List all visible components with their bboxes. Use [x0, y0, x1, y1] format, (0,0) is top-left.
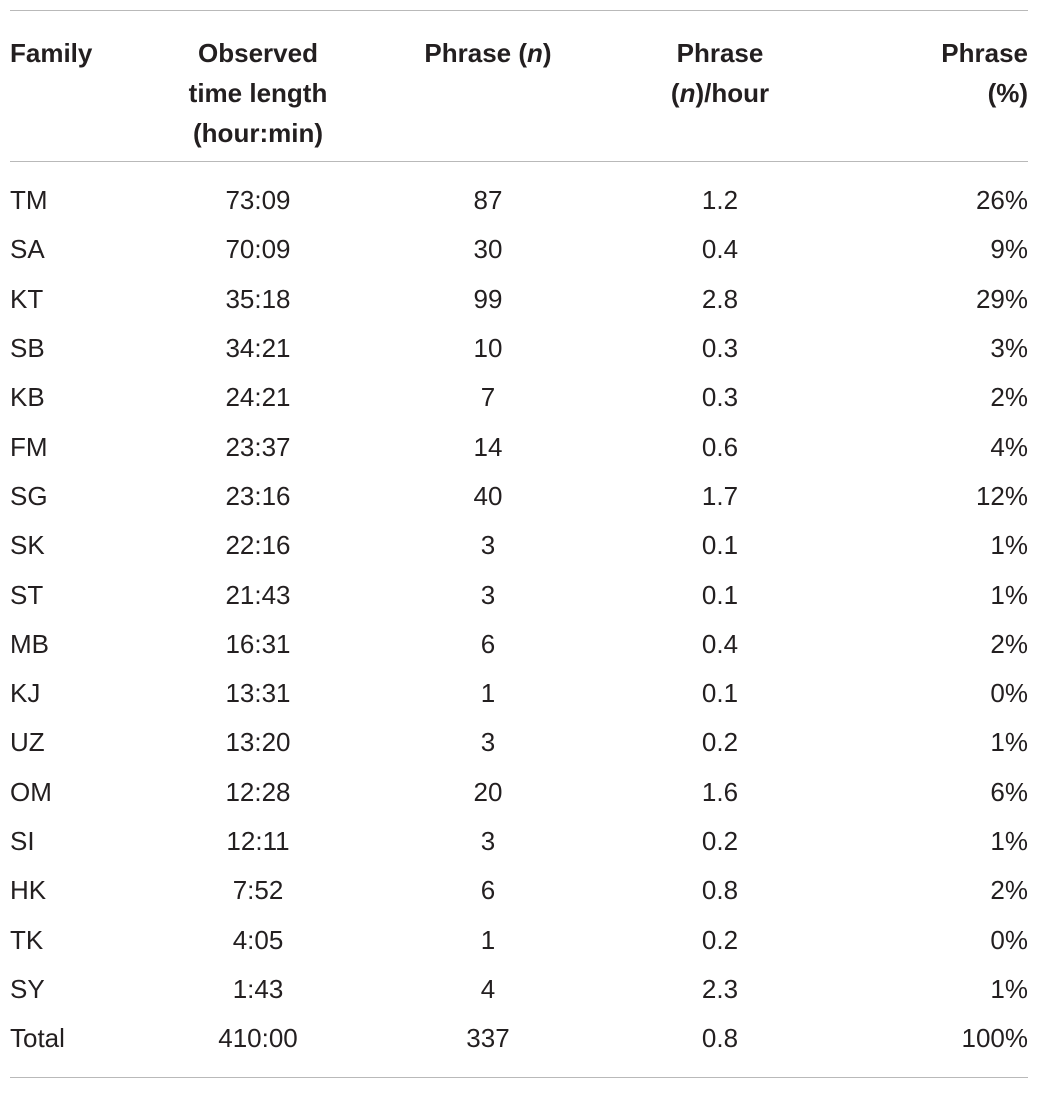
time-cell: 1:43 — [232, 973, 284, 1004]
phrase-rate-cell: 1.2 — [701, 185, 739, 216]
phrase-percent-cell: 29% — [975, 283, 1028, 314]
time-cell: 24:21 — [225, 382, 291, 413]
table-row — [10, 422, 1039, 471]
time-cell: 70:09 — [225, 234, 291, 265]
table-row — [10, 570, 1039, 619]
family-cell: SG — [10, 480, 48, 511]
phrase-percent-cell: 1% — [990, 579, 1028, 610]
phrase-rate-cell: 0.4 — [701, 234, 739, 265]
header-phrase-n: Phrase (n) — [424, 38, 552, 68]
phrase-rate-cell: 2.3 — [701, 973, 739, 1004]
phrase-count-cell: 4 — [480, 973, 496, 1004]
time-cell: 35:18 — [225, 283, 291, 314]
header-phrase-per-hour: Phrase (n)/hour — [670, 38, 770, 108]
phrase-rate-cell: 0.2 — [701, 826, 739, 856]
phrase-rate-cell: 0.1 — [701, 579, 739, 610]
phrase-count-cell: 10 — [473, 333, 503, 364]
family-cell: SB — [10, 333, 45, 364]
time-cell: 34:21 — [225, 333, 291, 364]
phrase-count-cell: 3 — [480, 826, 496, 856]
header-family: Family — [10, 38, 93, 68]
phrase-count-cell: 1 — [480, 924, 496, 955]
time-cell: 12:28 — [225, 776, 291, 807]
time-cell: 23:16 — [225, 480, 291, 511]
phrase-percent-cell: 9% — [990, 234, 1028, 265]
phrase-count-cell: 3 — [480, 727, 496, 758]
family-cell: SA — [10, 234, 45, 265]
data-table-container — [10, 10, 1028, 1078]
phrase-count-cell: 14 — [473, 431, 503, 462]
table-row — [10, 915, 1039, 964]
table-row — [10, 225, 1039, 274]
phrase-count-cell: 99 — [473, 283, 503, 314]
time-cell: 73:09 — [225, 185, 291, 216]
time-cell: 4:05 — [232, 924, 284, 955]
time-cell: 13:31 — [225, 678, 291, 709]
phrase-rate-cell: 2.8 — [701, 283, 739, 314]
phrase-rate-cell: 0.2 — [701, 727, 739, 758]
phrase-rate-cell: 0.8 — [701, 875, 739, 906]
phrase-rate-cell: 0.2 — [701, 924, 739, 955]
family-cell: UZ — [10, 727, 45, 758]
family-cell: MB — [10, 628, 49, 659]
family-cell: KJ — [10, 678, 41, 709]
phrase-rate-cell: 0.1 — [701, 678, 739, 709]
header-row — [10, 11, 1039, 161]
family-cell: FM — [10, 431, 48, 462]
family-cell: TK — [10, 924, 44, 955]
family-cell: OM — [10, 776, 52, 807]
time-cell: 13:20 — [225, 727, 291, 758]
time-cell: 21:43 — [225, 579, 291, 610]
phrase-percent-cell: 6% — [990, 776, 1028, 807]
family-cell: Total — [10, 1023, 65, 1054]
phrase-percent-cell: 100% — [961, 1023, 1028, 1054]
table-row — [10, 275, 1039, 324]
header-observed-time: Observed time length (hour:min) — [188, 38, 328, 148]
time-cell: 7:52 — [232, 875, 284, 906]
table-row — [10, 472, 1039, 521]
header-phrase-percent: Phrase (%) — [941, 38, 1028, 108]
table-row — [10, 373, 1039, 422]
table-row — [10, 176, 1039, 225]
table-row — [10, 965, 1039, 1014]
family-cell: KT — [10, 283, 44, 314]
phrase-rate-cell: 0.8 — [701, 1023, 739, 1054]
phrase-count-cell: 20 — [473, 776, 503, 807]
phrase-rate-cell: 0.3 — [701, 382, 739, 413]
time-cell: 23:37 — [225, 431, 291, 462]
table-row — [10, 718, 1039, 767]
family-cell: KB — [10, 382, 45, 413]
bottom-rule — [10, 1077, 1028, 1078]
table-row — [10, 521, 1039, 570]
family-phrase-table — [10, 11, 1039, 161]
table-row — [10, 817, 1039, 866]
phrase-count-cell: 7 — [480, 382, 496, 413]
phrase-percent-cell: 1% — [990, 530, 1028, 561]
table-body — [10, 176, 1039, 1063]
phrase-percent-cell: 4% — [990, 431, 1028, 462]
time-cell: 22:16 — [225, 530, 291, 561]
phrase-percent-cell: 2% — [990, 875, 1028, 906]
table-header — [10, 11, 1039, 161]
family-cell: HK — [10, 875, 47, 906]
phrase-count-cell: 87 — [473, 185, 503, 216]
phrase-percent-cell: 3% — [990, 333, 1028, 364]
phrase-percent-cell: 2% — [990, 382, 1028, 413]
table-row — [10, 768, 1039, 817]
time-cell: 410:00 — [218, 1023, 298, 1054]
phrase-percent-cell: 1% — [990, 826, 1028, 856]
phrase-count-cell: 337 — [466, 1023, 510, 1054]
phrase-count-cell: 3 — [480, 530, 496, 561]
phrase-rate-cell: 0.1 — [701, 530, 739, 561]
family-phrase-table-body — [10, 176, 1039, 1063]
family-cell: SI — [10, 826, 35, 856]
time-cell: 12:11 — [226, 826, 290, 856]
table-row — [10, 324, 1039, 373]
phrase-percent-cell: 2% — [990, 628, 1028, 659]
family-cell: TM — [10, 185, 48, 216]
family-cell: SK — [10, 530, 45, 561]
family-cell: SY — [10, 973, 45, 1004]
table-row — [10, 620, 1039, 669]
phrase-count-cell: 6 — [480, 628, 496, 659]
phrase-rate-cell: 0.4 — [701, 628, 739, 659]
phrase-percent-cell: 1% — [990, 973, 1028, 1004]
phrase-count-cell: 30 — [473, 234, 503, 265]
table-row — [10, 866, 1039, 915]
phrase-count-cell: 40 — [473, 480, 503, 511]
phrase-rate-cell: 1.7 — [701, 480, 739, 511]
phrase-count-cell: 6 — [480, 875, 496, 906]
phrase-percent-cell: 0% — [990, 924, 1028, 955]
table-row — [10, 669, 1039, 718]
phrase-percent-cell: 1% — [990, 727, 1028, 758]
family-cell: ST — [10, 579, 44, 610]
phrase-count-cell: 3 — [480, 579, 496, 610]
phrase-percent-cell: 26% — [975, 185, 1028, 216]
phrase-percent-cell: 0% — [990, 678, 1028, 709]
phrase-rate-cell: 1.6 — [701, 776, 739, 807]
phrase-count-cell: 1 — [480, 678, 496, 709]
phrase-rate-cell: 0.3 — [701, 333, 739, 364]
total-row — [10, 1014, 1039, 1063]
phrase-rate-cell: 0.6 — [701, 431, 739, 462]
time-cell: 16:31 — [225, 628, 291, 659]
phrase-percent-cell: 12% — [975, 480, 1028, 511]
